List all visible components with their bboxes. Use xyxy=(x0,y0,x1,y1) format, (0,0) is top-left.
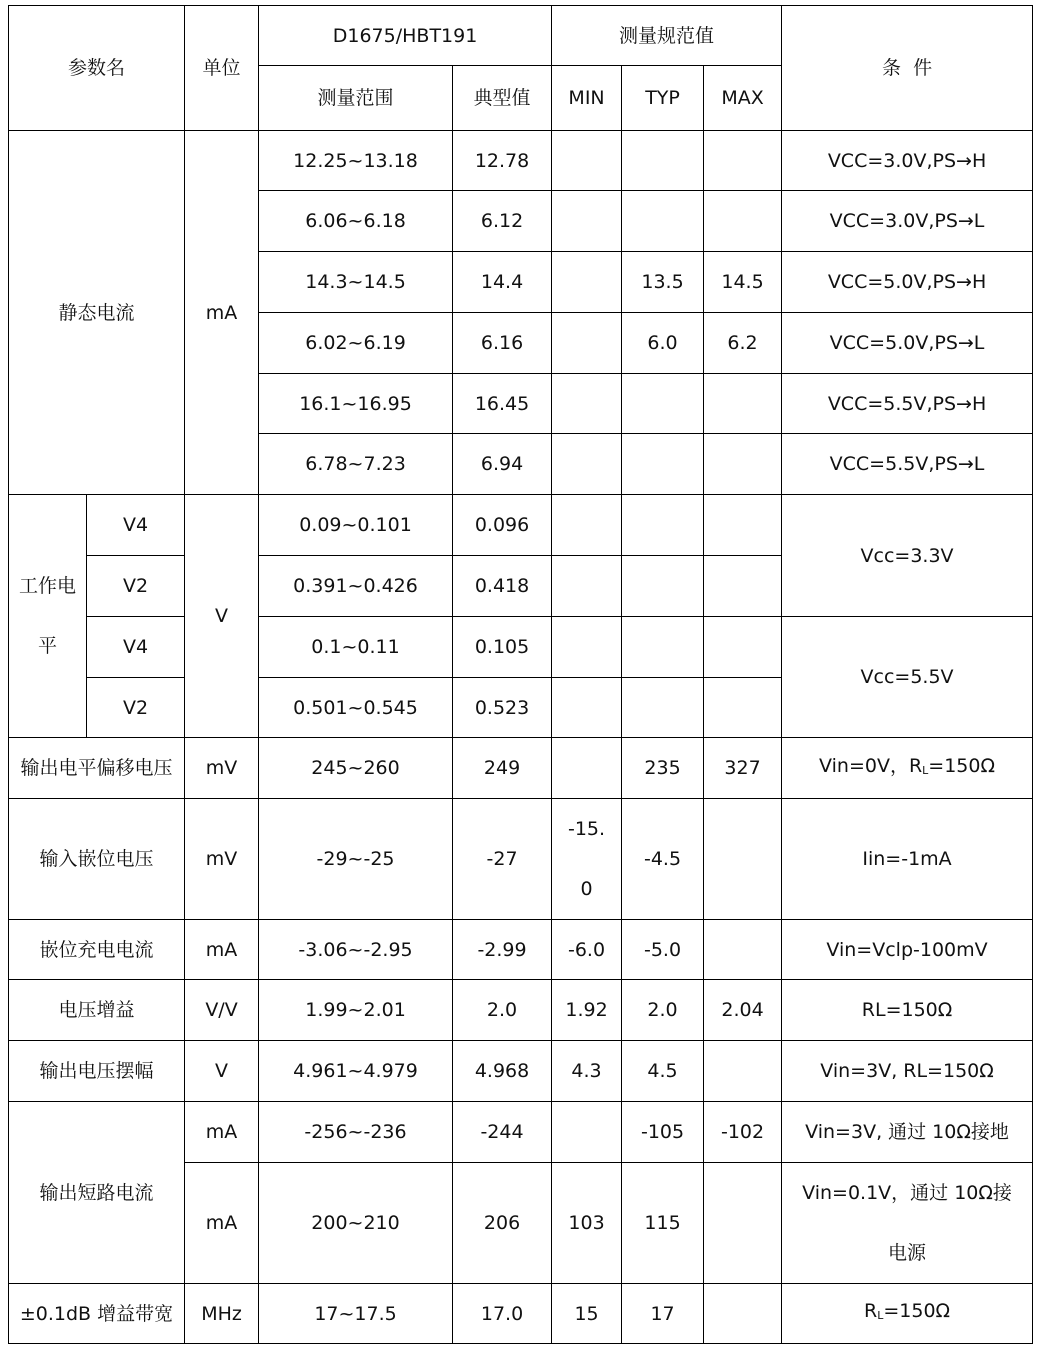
spec-table xyxy=(8,5,1033,1344)
condition-cell: Vin=3V, 通过 10Ω接地 xyxy=(782,1102,1033,1163)
sub-param-cell: V2 xyxy=(87,556,185,617)
range-cell: 6.06~6.18 xyxy=(259,191,453,252)
max-cell xyxy=(704,799,782,920)
header-param-name: 参数名 xyxy=(9,6,185,131)
max-cell xyxy=(704,191,782,252)
param-clamp-current: 嵌位充电电流 xyxy=(9,920,185,980)
range-cell: -256~-236 xyxy=(259,1102,453,1163)
header-typ: TYP xyxy=(622,66,704,131)
typ-cell: -105 xyxy=(622,1102,704,1163)
max-cell xyxy=(704,131,782,191)
table-row xyxy=(9,738,1033,799)
typ-cell xyxy=(622,617,704,678)
range-cell: 0.1~0.11 xyxy=(259,617,453,678)
header-measured-range: 测量范围 xyxy=(259,66,453,131)
header-max: MAX xyxy=(704,66,782,131)
condition-cell: RL=150Ω xyxy=(782,980,1033,1041)
table-row xyxy=(9,617,1033,678)
typical-cell: 16.45 xyxy=(453,374,552,434)
typical-cell: -2.99 xyxy=(453,920,552,980)
header-row-1 xyxy=(9,6,1033,66)
range-cell: 12.25~13.18 xyxy=(259,131,453,191)
range-cell: 0.09~0.101 xyxy=(259,495,453,556)
condition-cell: VCC=3.0V,PS→L xyxy=(782,191,1033,252)
min-cell xyxy=(552,252,622,313)
condition-cell: VCC=5.5V,PS→L xyxy=(782,434,1033,495)
typ-cell xyxy=(622,556,704,617)
condition-cell: VCC=3.0V,PS→H xyxy=(782,131,1033,191)
unit-cell: MHz xyxy=(185,1284,259,1344)
table-row xyxy=(9,1041,1033,1102)
sub-param-cell: V4 xyxy=(87,617,185,678)
header-device-group: D1675/HBT191 xyxy=(259,6,552,66)
table-row xyxy=(9,495,1033,556)
condition-cell: VCC=5.5V,PS→H xyxy=(782,374,1033,434)
unit-cell: mA xyxy=(185,131,259,495)
param-working-level-line2: 平 xyxy=(37,635,57,657)
typical-cell: 6.94 xyxy=(453,434,552,495)
range-cell: 245~260 xyxy=(259,738,453,799)
typical-cell: -27 xyxy=(453,799,552,920)
param-working-level xyxy=(9,495,87,738)
header-condition: 条 件 xyxy=(782,6,1033,131)
unit-cell: mA xyxy=(185,1102,259,1163)
typical-cell: 0.523 xyxy=(453,678,552,738)
condition-cell: VCC=5.0V,PS→H xyxy=(782,252,1033,313)
range-cell: -3.06~-2.95 xyxy=(259,920,453,980)
typical-cell: 0.418 xyxy=(453,556,552,617)
header-typical: 典型值 xyxy=(453,66,552,131)
condition-text: R xyxy=(864,1300,878,1322)
condition-cell xyxy=(782,738,1033,799)
typ-cell: 235 xyxy=(622,738,704,799)
condition-line2: 电源 xyxy=(888,1242,927,1264)
unit-cell: V xyxy=(185,495,259,738)
typ-cell: 2.0 xyxy=(622,980,704,1041)
param-clamp-voltage: 输入嵌位电压 xyxy=(9,799,185,920)
unit-cell: mV xyxy=(185,799,259,920)
typical-cell: 12.78 xyxy=(453,131,552,191)
condition-cell: Vin=Vclp-100mV xyxy=(782,920,1033,980)
max-cell xyxy=(704,617,782,678)
typical-cell: 14.4 xyxy=(453,252,552,313)
typical-cell: 4.968 xyxy=(453,1041,552,1102)
subscript-text: L xyxy=(877,1309,884,1322)
condition-cell: VCC=5.0V,PS→L xyxy=(782,313,1033,374)
typ-cell xyxy=(622,131,704,191)
typical-cell: 2.0 xyxy=(453,980,552,1041)
min-cell xyxy=(552,1102,622,1163)
min-cell xyxy=(552,617,622,678)
range-cell: 6.02~6.19 xyxy=(259,313,453,374)
condition-line1: Vin=0.1V，通过 10Ω接 xyxy=(802,1182,1012,1204)
min-line2: 0 xyxy=(580,878,593,900)
max-cell xyxy=(704,374,782,434)
typical-cell: 0.096 xyxy=(453,495,552,556)
condition-cell xyxy=(782,1284,1033,1344)
unit-cell: mA xyxy=(185,920,259,980)
condition-cell xyxy=(782,1163,1033,1284)
min-cell: -6.0 xyxy=(552,920,622,980)
param-working-level-line1: 工作电 xyxy=(18,575,76,597)
condition-cell: Vcc=5.5V xyxy=(782,617,1033,738)
condition-text: =150Ω xyxy=(883,1300,951,1322)
typ-cell xyxy=(622,434,704,495)
max-cell xyxy=(704,495,782,556)
param-bandwidth: ±0.1dB 增益带宽 xyxy=(9,1284,185,1344)
max-cell xyxy=(704,678,782,738)
max-cell: 327 xyxy=(704,738,782,799)
subscript-text: L xyxy=(922,763,929,777)
min-cell: 1.92 xyxy=(552,980,622,1041)
min-cell xyxy=(552,738,622,799)
param-quiescent-current: 静态电流 xyxy=(9,131,185,495)
unit-cell: V xyxy=(185,1041,259,1102)
typical-cell: 6.16 xyxy=(453,313,552,374)
typ-cell: 17 xyxy=(622,1284,704,1344)
param-short-circuit-current: 输出短路电流 xyxy=(9,1102,185,1284)
max-cell xyxy=(704,1041,782,1102)
min-cell xyxy=(552,799,622,920)
sub-param-cell: V2 xyxy=(87,678,185,738)
range-cell: 0.391~0.426 xyxy=(259,556,453,617)
condition-text: Vin=0V，R xyxy=(819,754,923,777)
unit-cell: mV xyxy=(185,738,259,799)
unit-cell: V/V xyxy=(185,980,259,1041)
typical-cell: 249 xyxy=(453,738,552,799)
table-row xyxy=(9,920,1033,980)
header-min: MIN xyxy=(552,66,622,131)
typ-cell: 13.5 xyxy=(622,252,704,313)
max-cell xyxy=(704,1284,782,1344)
typical-cell: -244 xyxy=(453,1102,552,1163)
sub-param-cell: V4 xyxy=(87,495,185,556)
condition-cell: Vin=3V, RL=150Ω xyxy=(782,1041,1033,1102)
unit-cell: mA xyxy=(185,1163,259,1284)
max-cell: 2.04 xyxy=(704,980,782,1041)
param-output-swing: 输出电压摆幅 xyxy=(9,1041,185,1102)
param-voltage-gain: 电压增益 xyxy=(9,980,185,1041)
table-row xyxy=(9,131,1033,191)
typical-cell: 17.0 xyxy=(453,1284,552,1344)
min-line1: -15. xyxy=(567,818,606,840)
range-cell: 16.1~16.95 xyxy=(259,374,453,434)
typ-cell: 4.5 xyxy=(622,1041,704,1102)
range-cell: 0.501~0.545 xyxy=(259,678,453,738)
condition-text: =150Ω xyxy=(928,754,996,777)
max-cell: 14.5 xyxy=(704,252,782,313)
table-row xyxy=(9,1284,1033,1344)
typical-cell: 6.12 xyxy=(453,191,552,252)
range-cell: 1.99~2.01 xyxy=(259,980,453,1041)
typical-cell: 0.105 xyxy=(453,617,552,678)
max-cell xyxy=(704,1163,782,1284)
min-cell xyxy=(552,191,622,252)
max-cell xyxy=(704,434,782,495)
condition-cell: Iin=-1mA xyxy=(782,799,1033,920)
range-cell: 4.961~4.979 xyxy=(259,1041,453,1102)
header-unit: 单位 xyxy=(185,6,259,131)
table-row xyxy=(9,799,1033,920)
range-cell: 14.3~14.5 xyxy=(259,252,453,313)
typ-cell xyxy=(622,191,704,252)
typ-cell: -5.0 xyxy=(622,920,704,980)
param-offset-voltage: 输出电平偏移电压 xyxy=(9,738,185,799)
min-cell xyxy=(552,313,622,374)
min-cell xyxy=(552,131,622,191)
table-row xyxy=(9,1102,1033,1163)
min-cell xyxy=(552,495,622,556)
range-cell: 17~17.5 xyxy=(259,1284,453,1344)
range-cell: 6.78~7.23 xyxy=(259,434,453,495)
min-cell xyxy=(552,434,622,495)
max-cell xyxy=(704,556,782,617)
typical-cell: 206 xyxy=(453,1163,552,1284)
min-cell: 4.3 xyxy=(552,1041,622,1102)
min-cell xyxy=(552,374,622,434)
min-cell xyxy=(552,678,622,738)
min-cell: 15 xyxy=(552,1284,622,1344)
condition-cell: Vcc=3.3V xyxy=(782,495,1033,617)
typ-cell: -4.5 xyxy=(622,799,704,920)
typ-cell: 6.0 xyxy=(622,313,704,374)
typ-cell xyxy=(622,374,704,434)
range-cell: -29~-25 xyxy=(259,799,453,920)
max-cell xyxy=(704,920,782,980)
typ-cell: 115 xyxy=(622,1163,704,1284)
typ-cell xyxy=(622,495,704,556)
max-cell: 6.2 xyxy=(704,313,782,374)
table-row xyxy=(9,980,1033,1041)
range-cell: 200~210 xyxy=(259,1163,453,1284)
min-cell: 103 xyxy=(552,1163,622,1284)
typ-cell xyxy=(622,678,704,738)
header-spec-group: 测量规范值 xyxy=(552,6,782,66)
min-cell xyxy=(552,556,622,617)
max-cell: -102 xyxy=(704,1102,782,1163)
